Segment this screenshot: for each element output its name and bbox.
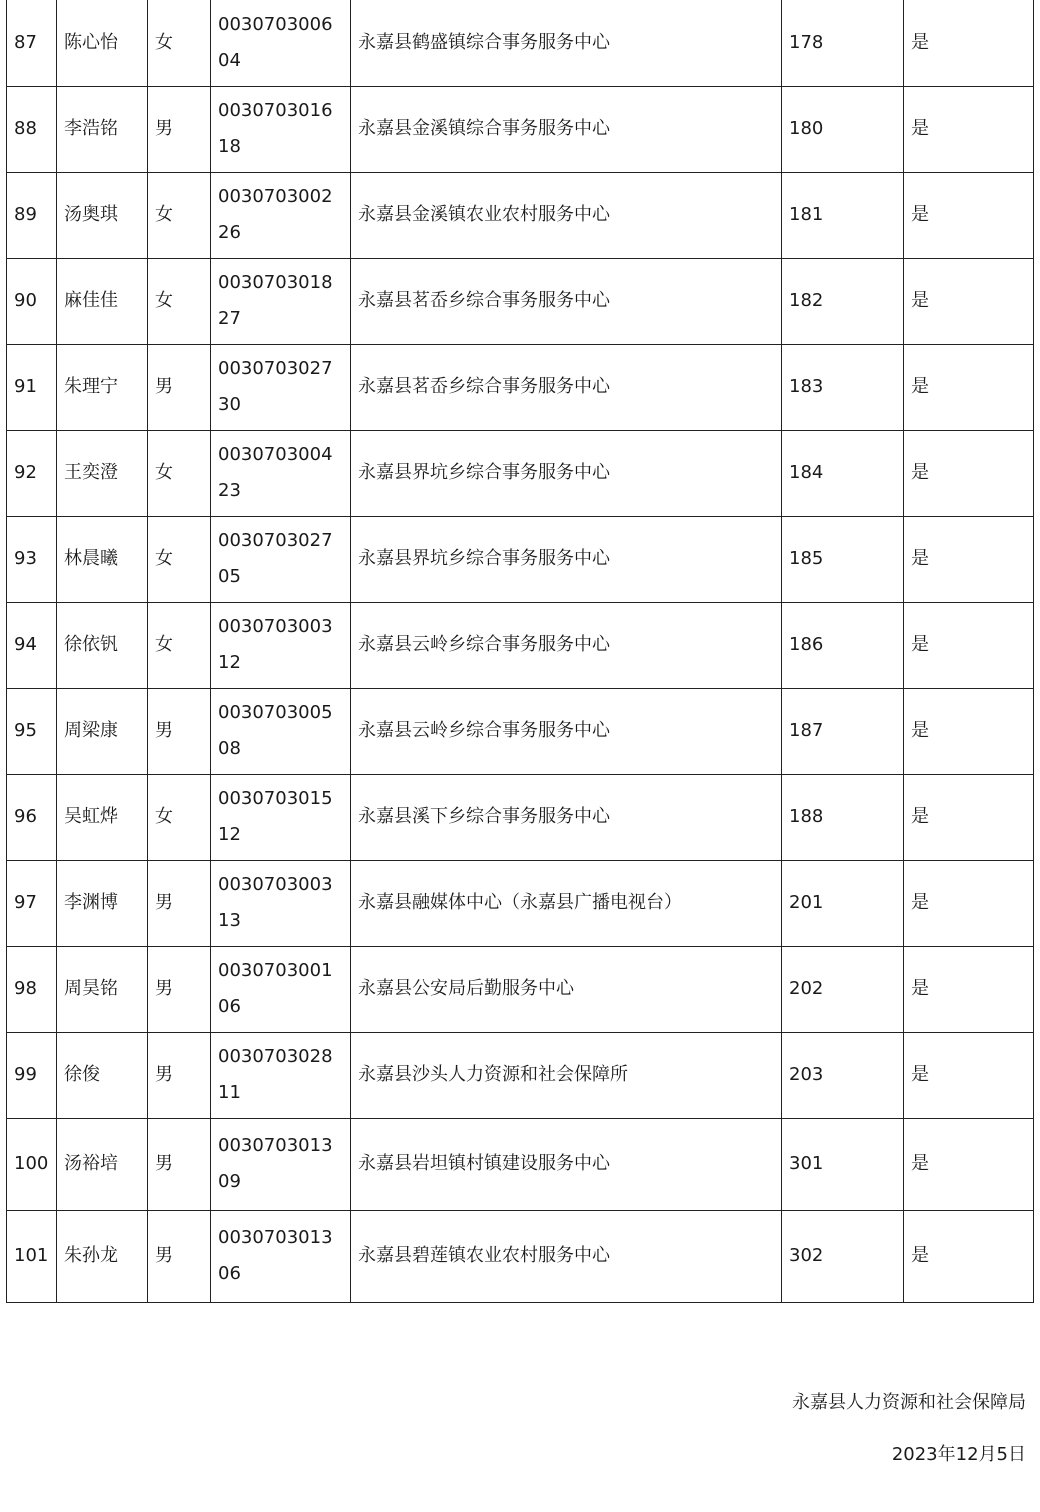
row-number: 89 <box>7 172 57 258</box>
table-row <box>7 516 1034 602</box>
row-number: 87 <box>7 0 57 86</box>
row-number: 101 <box>7 1210 57 1302</box>
admitted-flag: 是 <box>904 774 1034 860</box>
exam-ticket-number: 003070302730 <box>211 344 351 430</box>
candidate-gender: 男 <box>148 344 211 430</box>
candidate-name: 徐俊 <box>57 1032 148 1118</box>
row-number: 98 <box>7 946 57 1032</box>
exam-ticket-number: 003070301618 <box>211 86 351 172</box>
candidate-gender: 女 <box>148 516 211 602</box>
candidate-name: 汤奥琪 <box>57 172 148 258</box>
row-number: 95 <box>7 688 57 774</box>
admitted-flag: 是 <box>904 1210 1034 1302</box>
admitted-flag: 是 <box>904 1032 1034 1118</box>
exam-ticket-number: 003070301309 <box>211 1118 351 1210</box>
exam-ticket-number: 003070300508 <box>211 688 351 774</box>
employing-unit: 永嘉县沙头人力资源和社会保障所 <box>351 1032 782 1118</box>
exam-ticket-number: 003070300313 <box>211 860 351 946</box>
row-number: 90 <box>7 258 57 344</box>
candidate-name: 陈心怡 <box>57 0 148 86</box>
post-code: 202 <box>782 946 904 1032</box>
row-number: 94 <box>7 602 57 688</box>
candidate-gender: 男 <box>148 860 211 946</box>
employing-unit: 永嘉县鹤盛镇综合事务服务中心 <box>351 0 782 86</box>
employing-unit: 永嘉县茗岙乡综合事务服务中心 <box>351 344 782 430</box>
candidate-gender: 男 <box>148 1210 211 1302</box>
exam-ticket-number: 003070300604 <box>211 0 351 86</box>
candidate-gender: 女 <box>148 430 211 516</box>
candidate-gender: 女 <box>148 774 211 860</box>
post-code: 181 <box>782 172 904 258</box>
candidate-gender: 女 <box>148 172 211 258</box>
post-code: 178 <box>782 0 904 86</box>
table-row <box>7 946 1034 1032</box>
candidate-name: 李浩铭 <box>57 86 148 172</box>
employing-unit: 永嘉县碧莲镇农业农村服务中心 <box>351 1210 782 1302</box>
row-number: 92 <box>7 430 57 516</box>
post-code: 301 <box>782 1118 904 1210</box>
admitted-flag: 是 <box>904 602 1034 688</box>
candidate-gender: 男 <box>148 946 211 1032</box>
candidate-gender: 男 <box>148 688 211 774</box>
employing-unit: 永嘉县云岭乡综合事务服务中心 <box>351 602 782 688</box>
candidate-name: 林晨曦 <box>57 516 148 602</box>
employing-unit: 永嘉县金溪镇综合事务服务中心 <box>351 86 782 172</box>
candidate-name: 朱孙龙 <box>57 1210 148 1302</box>
candidate-gender: 男 <box>148 1118 211 1210</box>
post-code: 180 <box>782 86 904 172</box>
candidate-gender: 女 <box>148 258 211 344</box>
candidate-gender: 男 <box>148 1032 211 1118</box>
candidate-name: 王奕澄 <box>57 430 148 516</box>
candidate-name: 徐依钒 <box>57 602 148 688</box>
employing-unit: 永嘉县融媒体中心（永嘉县广播电视台） <box>351 860 782 946</box>
employing-unit: 永嘉县界坑乡综合事务服务中心 <box>351 430 782 516</box>
row-number: 88 <box>7 86 57 172</box>
table-row <box>7 602 1034 688</box>
exam-ticket-number: 003070301827 <box>211 258 351 344</box>
admitted-flag: 是 <box>904 430 1034 516</box>
employing-unit: 永嘉县界坑乡综合事务服务中心 <box>351 516 782 602</box>
row-number: 91 <box>7 344 57 430</box>
candidate-name: 汤裕培 <box>57 1118 148 1210</box>
table-row <box>7 430 1034 516</box>
admitted-flag: 是 <box>904 516 1034 602</box>
table-row <box>7 688 1034 774</box>
post-code: 187 <box>782 688 904 774</box>
candidate-name: 周昊铭 <box>57 946 148 1032</box>
row-number: 100 <box>7 1118 57 1210</box>
table-row <box>7 0 1034 86</box>
candidate-gender: 女 <box>148 0 211 86</box>
row-number: 96 <box>7 774 57 860</box>
exam-ticket-number: 003070302811 <box>211 1032 351 1118</box>
employing-unit: 永嘉县茗岙乡综合事务服务中心 <box>351 258 782 344</box>
candidate-gender: 男 <box>148 86 211 172</box>
admitted-flag: 是 <box>904 1118 1034 1210</box>
table-row <box>7 344 1034 430</box>
admitted-flag: 是 <box>904 344 1034 430</box>
post-code: 183 <box>782 344 904 430</box>
issue-date: 2023年12月5日 <box>891 1444 1026 1465</box>
exam-ticket-number: 003070300312 <box>211 602 351 688</box>
exam-ticket-number: 003070300226 <box>211 172 351 258</box>
roster-body <box>7 0 1034 1302</box>
admitted-flag: 是 <box>904 860 1034 946</box>
table-row <box>7 774 1034 860</box>
table-row <box>7 860 1034 946</box>
exam-ticket-number: 003070301512 <box>211 774 351 860</box>
post-code: 186 <box>782 602 904 688</box>
row-number: 97 <box>7 860 57 946</box>
post-code: 201 <box>782 860 904 946</box>
table-row <box>7 1032 1034 1118</box>
admitted-flag: 是 <box>904 172 1034 258</box>
exam-ticket-number: 003070302705 <box>211 516 351 602</box>
table-row <box>7 258 1034 344</box>
admitted-flag: 是 <box>904 0 1034 86</box>
exam-ticket-number: 003070301306 <box>211 1210 351 1302</box>
candidate-name: 吴虹烨 <box>57 774 148 860</box>
candidate-name: 李渊博 <box>57 860 148 946</box>
exam-ticket-number: 003070300106 <box>211 946 351 1032</box>
row-number: 99 <box>7 1032 57 1118</box>
table-row <box>7 1210 1034 1302</box>
candidate-name: 周梁康 <box>57 688 148 774</box>
employing-unit: 永嘉县岩坦镇村镇建设服务中心 <box>351 1118 782 1210</box>
candidate-name: 朱理宁 <box>57 344 148 430</box>
admitted-flag: 是 <box>904 688 1034 774</box>
admitted-flag: 是 <box>904 258 1034 344</box>
post-code: 185 <box>782 516 904 602</box>
post-code: 188 <box>782 774 904 860</box>
candidate-gender: 女 <box>148 602 211 688</box>
row-number: 93 <box>7 516 57 602</box>
exam-ticket-number: 003070300423 <box>211 430 351 516</box>
table-row <box>7 86 1034 172</box>
roster-table <box>6 0 1034 1303</box>
table-row <box>7 172 1034 258</box>
post-code: 302 <box>782 1210 904 1302</box>
employing-unit: 永嘉县溪下乡综合事务服务中心 <box>351 774 782 860</box>
candidate-name: 麻佳佳 <box>57 258 148 344</box>
employing-unit: 永嘉县公安局后勤服务中心 <box>351 946 782 1032</box>
post-code: 184 <box>782 430 904 516</box>
employing-unit: 永嘉县金溪镇农业农村服务中心 <box>351 172 782 258</box>
employing-unit: 永嘉县云岭乡综合事务服务中心 <box>351 688 782 774</box>
table-row <box>7 1118 1034 1210</box>
post-code: 182 <box>782 258 904 344</box>
admitted-flag: 是 <box>904 946 1034 1032</box>
post-code: 203 <box>782 1032 904 1118</box>
admitted-flag: 是 <box>904 86 1034 172</box>
issuing-organization: 永嘉县人力资源和社会保障局 <box>792 1392 1026 1413</box>
